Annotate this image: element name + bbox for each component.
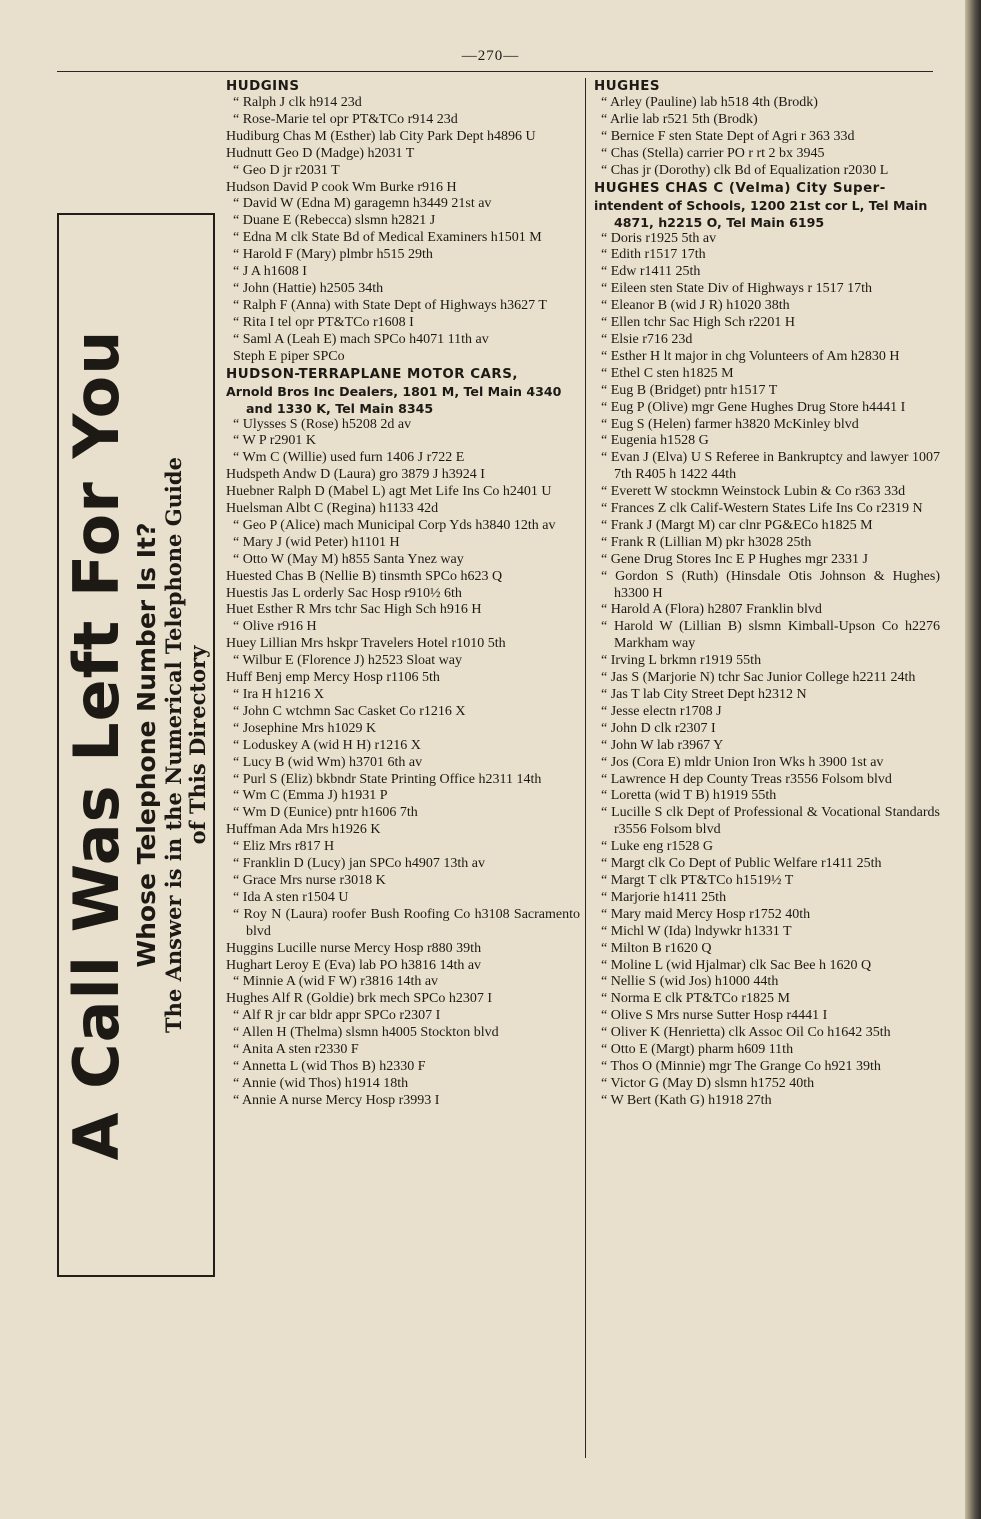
directory-entry: “ John C wtchmn Sac Casket Co r1216 X <box>233 703 466 719</box>
directory-entry: “ Lucille S clk Dept of Professional & Vocational Standards r3556 Folsom blvd <box>601 805 940 838</box>
header-rule <box>57 71 933 72</box>
ad-subheadline: Whose Telephone Number Is It? <box>132 522 161 968</box>
directory-entry: “ Duane E (Rebecca) slsmn h2821 J <box>233 213 436 229</box>
directory-entry: “ Wm C (Emma J) h1931 P <box>233 788 388 804</box>
directory-entry: Hughart Leroy E (Eva) lab PO h3816 14th av <box>226 957 482 973</box>
directory-entry: Huestis Jas L orderly Sac Hosp r910½ 6th <box>226 585 462 601</box>
directory-entry: “ Moline L (wid Hjalmar) clk Sac Bee h 1620 Q <box>601 957 872 973</box>
directory-entry: “ Annetta L (wid Thos B) h2330 F <box>233 1058 426 1074</box>
directory-entry: “ Lucy B (wid Wm) h3701 6th av <box>233 754 423 770</box>
directory-entry: Huey Lillian Mrs hskpr Travelers Hotel r1010 5th <box>226 636 506 652</box>
directory-entry: “ Evan J (Elva) U S Referee in Bankruptcy and lawyer 1007 7th R405 h 1422 44th <box>601 450 940 483</box>
directory-entry: “ Annie (wid Thos) h1914 18th <box>233 1075 409 1091</box>
column-divider <box>585 78 586 1458</box>
directory-entry: “ Edna M clk State Bd of Medical Examiners h1501 M <box>233 230 542 246</box>
advertisement-text <box>60 245 212 1245</box>
ad-answer-line: The Answer is in the Numerical Telephone Guide <box>161 457 186 1033</box>
directory-entry: “ Grace Mrs nurse r3018 K <box>233 872 386 888</box>
directory-entry: “ Arlie lab r521 5th (Brodk) <box>601 111 758 127</box>
directory-entry: “ J A h1608 I <box>233 264 307 280</box>
directory-entry: “ Ellen tchr Sac High Sch r2201 H <box>601 315 796 331</box>
directory-entry: “ Doris r1925 5th av <box>601 230 717 246</box>
directory-entry: “ Annie A nurse Mercy Hosp r3993 I <box>233 1092 440 1108</box>
directory-entry: “ Ira H h1216 X <box>233 687 324 702</box>
directory-entry: “ Margt clk Co Dept of Public Welfare r1411 25th <box>601 856 882 872</box>
directory-entry: “ Saml A (Leah E) mach SPCo h4071 11th av <box>233 331 489 347</box>
directory-entry: “ Everett W stockmn Weinstock Lubin & Co r363 33d <box>601 484 906 500</box>
directory-entry: Huebner Ralph D (Mabel L) agt Met Life Ins Co h2401 U <box>226 484 552 500</box>
directory-entry: “ Eleanor B (wid J R) h1020 38th <box>601 298 790 314</box>
directory-entry: “ Harold F (Mary) plmbr h515 29th <box>233 247 433 263</box>
directory-entry: “ Jas S (Marjorie N) tchr Sac Junior College h2211 24th <box>601 670 916 686</box>
ad-headline: A Call Was Left For You <box>60 329 133 1161</box>
directory-entry: “ Eug B (Bridget) pntr h1517 T <box>601 382 778 398</box>
directory-entry: “ Rita I tel opr PT&TCo r1608 I <box>233 314 414 330</box>
directory-entry: “ Franklin D (Lucy) jan SPCo h4907 13th av <box>233 856 485 872</box>
directory-entry: “ Roy N (Laura) roofer Bush Roofing Co h3108 Sacramento blvd <box>233 906 580 939</box>
directory-entry: “ Marjorie h1411 25th <box>601 889 727 905</box>
directory-entry: “ Eugenia h1528 G <box>601 433 709 449</box>
directory-entry: Steph E piper SPCo <box>233 348 345 364</box>
directory-entry: “ Mary maid Mercy Hosp r1752 40th <box>601 906 811 922</box>
directory-entry: “ Gordon S (Ruth) (Hinsdale Otis Johnson & Hughes) h3300 H <box>601 568 940 601</box>
directory-entry: “ Frank R (Lillian M) pkr h3028 25th <box>601 534 812 550</box>
directory-entry: Huested Chas B (Nellie B) tinsmth SPCo h623 Q <box>226 568 503 584</box>
directory-entry: “ W Bert (Kath G) h1918 27th <box>601 1092 772 1108</box>
directory-entry: “ Josephine Mrs h1029 K <box>233 720 377 736</box>
directory-entry: “ Ida A sten r1504 U <box>233 889 349 905</box>
directory-entry: Hudiburg Chas M (Esther) lab City Park Dept h4896 U <box>226 128 536 144</box>
directory-entry: “ Minnie A (wid F W) r3816 14th av <box>233 974 439 990</box>
directory-entry: Hudspeth Andw D (Laura) gro 3879 J h3924 I <box>226 467 485 483</box>
directory-heading: HUDSON-TERRAPLANE MOTOR CARS, <box>226 366 518 382</box>
directory-entry: “ Olive S Mrs nurse Sutter Hosp r4441 I <box>601 1008 828 1024</box>
directory-column-right <box>594 78 940 1110</box>
directory-entry: “ Chas jr (Dorothy) clk Bd of Equalization r2030 L <box>601 162 889 178</box>
directory-entry: “ Wm C (Willie) used furn 1406 J r722 E <box>233 450 465 466</box>
directory-entry: “ Chas (Stella) carrier PO r rt 2 bx 3945 <box>601 145 825 161</box>
directory-entry: “ Jesse electn r1708 J <box>601 703 722 719</box>
advertisement-box <box>57 213 215 1277</box>
directory-entry: “ Thos O (Minnie) mgr The Grange Co h921 39th <box>601 1058 881 1074</box>
directory-entry: “ Jas T lab City Street Dept h2312 N <box>601 687 807 702</box>
directory-entry: “ Norma E clk PT&TCo r1825 M <box>601 991 790 1007</box>
directory-entry: “ John (Hattie) h2505 34th <box>233 280 384 296</box>
directory-entry: “ Alf R jr car bldr appr SPCo r2307 I <box>233 1008 441 1024</box>
directory-entry: Huelsman Albt C (Regina) h1133 42d <box>226 501 439 517</box>
directory-column-left <box>226 78 580 1110</box>
directory-entry: “ John W lab r3967 Y <box>601 737 724 753</box>
directory-entry: “ Jos (Cora E) mldr Union Iron Wks h 3900 1st av <box>601 754 884 770</box>
directory-heading: HUGHES <box>594 79 661 94</box>
directory-entry: “ Ulysses S (Rose) h5208 2d av <box>233 416 412 432</box>
directory-entry: “ Eliz Mrs r817 H <box>233 839 335 855</box>
directory-heading: HUGHES CHAS C (Velma) City Super- <box>594 180 886 196</box>
directory-entry: “ Geo P (Alice) mach Municipal Corp Yds h3840 12th av <box>233 517 556 533</box>
directory-entry: “ Milton B r1620 Q <box>601 940 712 956</box>
directory-entry: Huggins Lucille nurse Mercy Hosp r880 39th <box>226 940 482 956</box>
directory-entry: “ Ralph F (Anna) with State Dept of Highways h3627 T <box>233 297 547 313</box>
directory-entry: “ Harold W (Lillian B) slsmn Kimball-Upson Co h2276 Markham way <box>601 619 940 652</box>
directory-entry: “ Arley (Pauline) lab h518 4th (Brodk) <box>601 95 818 110</box>
directory-entry: “ Mary J (wid Peter) h1101 H <box>233 534 400 550</box>
directory-entry: “ Loretta (wid T B) h1919 55th <box>601 788 777 804</box>
directory-entry: “ Eug P (Olive) mgr Gene Hughes Drug Store h4441 I <box>601 399 906 415</box>
page-number: —270— <box>461 48 520 64</box>
directory-entry: “ W P r2901 K <box>233 433 316 449</box>
directory-entry: “ David W (Edna M) garagemn h3449 21st av <box>233 196 492 212</box>
directory-listing-bold: Arnold Bros Inc Dealers, 1801 M, Tel Main 4340 and 1330 K, Tel Main 8345 <box>226 383 562 416</box>
directory-entry: “ Otto E (Margt) pharm h609 11th <box>601 1042 794 1058</box>
directory-entry: “ Oliver K (Henrietta) clk Assoc Oil Co h1642 35th <box>601 1025 891 1041</box>
directory-entry: “ Wilbur E (Florence J) h2523 Sloat way <box>233 653 462 669</box>
page-edge-shadow <box>965 0 981 1519</box>
directory-entry: “ Loduskey A (wid H H) r1216 X <box>233 737 421 753</box>
directory-entry: “ Eileen sten State Div of Highways r 1517 17th <box>601 281 873 297</box>
directory-entry: Hughes Alf R (Goldie) brk mech SPCo h2307 I <box>226 991 492 1007</box>
directory-entry: “ Luke eng r1528 G <box>601 839 713 855</box>
directory-entry: “ Eug S (Helen) farmer h3820 McKinley blvd <box>601 416 859 432</box>
directory-entry: “ Anita A sten r2330 F <box>233 1042 359 1058</box>
directory-entry: “ Bernice F sten State Dept of Agri r 363 33d <box>601 128 855 144</box>
directory-entry: “ Ralph J clk h914 23d <box>233 95 362 110</box>
directory-entry: “ Wm D (Eunice) pntr h1606 7th <box>233 805 418 821</box>
directory-entry: “ Nellie S (wid Jos) h1000 44th <box>601 974 779 990</box>
directory-entry: “ Victor G (May D) slsmn h1752 40th <box>601 1075 815 1091</box>
directory-entry: “ Purl S (Eliz) bkbndr State Printing Office h2311 14th <box>233 771 542 787</box>
directory-entry: “ Gene Drug Stores Inc E P Hughes mgr 2331 J <box>601 551 868 567</box>
directory-entry: Hudnutt Geo D (Madge) h2031 T <box>226 145 415 161</box>
directory-entry: “ John D clk r2307 I <box>601 720 716 736</box>
directory-entry: “ Irving L brkmn r1919 55th <box>601 653 762 669</box>
directory-entry: “ Frank J (Margt M) car clnr PG&ECo h1825 M <box>601 517 873 533</box>
directory-heading: HUDGINS <box>226 79 300 94</box>
directory-entry: “ Otto W (May M) h855 Santa Ynez way <box>233 551 464 567</box>
directory-entry: “ Edw r1411 25th <box>601 264 701 280</box>
directory-entry: “ Ethel C sten h1825 M <box>601 365 734 381</box>
directory-entry: Hudson David P cook Wm Burke r916 H <box>226 179 457 195</box>
directory-entry: “ Harold A (Flora) h2807 Franklin blvd <box>601 602 822 618</box>
directory-entry: Huff Benj emp Mercy Hosp r1106 5th <box>226 670 440 686</box>
directory-entry: Huffman Ada Mrs h1926 K <box>226 822 381 838</box>
directory-entry: “ Michl W (Ida) lndywkr h1331 T <box>601 923 792 939</box>
directory-entry: “ Elsie r716 23d <box>601 331 693 347</box>
directory-entry: “ Margt T clk PT&TCo h1519½ T <box>601 872 794 888</box>
directory-listing-bold: intendent of Schools, 1200 21st cor L, Tel Main 4871, h2215 O, Tel Main 6195 <box>594 197 928 230</box>
directory-entry: “ Lawrence H dep County Treas r3556 Folsom blvd <box>601 771 892 787</box>
directory-entry: “ Frances Z clk Calif-Western States Life Ins Co r2319 N <box>601 501 923 517</box>
ad-directory-line: of This Directory <box>185 645 210 845</box>
directory-entry: “ Geo D jr r2031 T <box>233 162 340 178</box>
directory-entry: “ Esther H lt major in chg Volunteers of Am h2830 H <box>601 348 900 364</box>
directory-entry: “ Edith r1517 17th <box>601 247 706 263</box>
directory-entry: “ Olive r916 H <box>233 619 317 635</box>
directory-entry: Huet Esther R Mrs tchr Sac High Sch h916 H <box>226 602 482 618</box>
directory-entry: “ Rose-Marie tel opr PT&TCo r914 23d <box>233 111 458 127</box>
directory-entry: “ Allen H (Thelma) slsmn h4005 Stockton blvd <box>233 1025 499 1041</box>
